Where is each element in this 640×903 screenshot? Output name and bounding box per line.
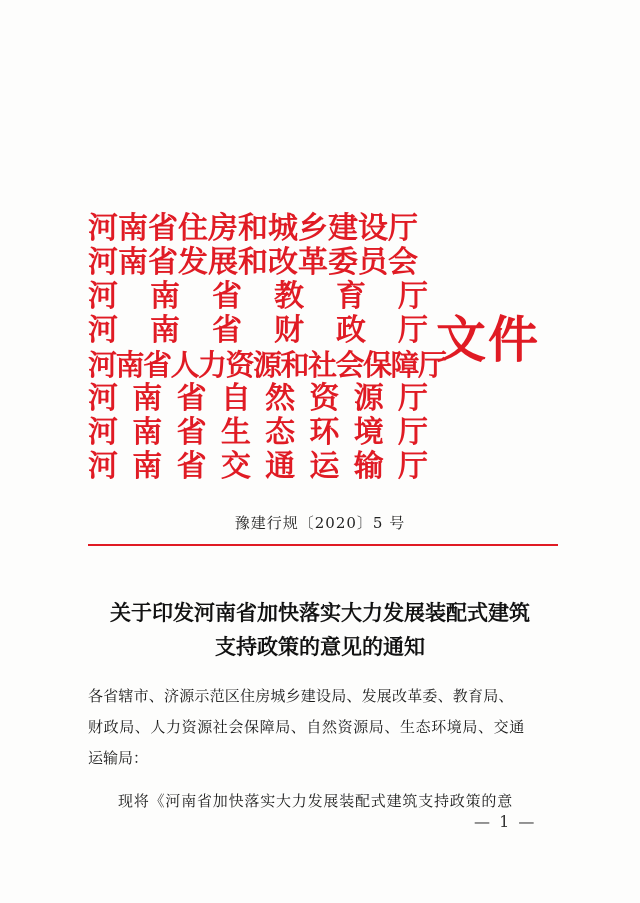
body-paragraph: 现将《河南省加快落实大力发展装配式建筑支持政策的意 [118, 792, 514, 810]
red-separator-line [88, 544, 558, 546]
addressees-line-2: 财政局、人力资源社会保障局、自然资源局、生态环境局、交通 [88, 718, 525, 736]
document-title [0, 596, 640, 664]
issuer-ecology-environment-department: 河 南 省 生 态 环 境 厅 [88, 415, 428, 450]
issuer-development-reform-commission: 河南省发展和改革委员会 [88, 245, 418, 280]
issuer-transportation-department: 河 南 省 交 通 运 输 厅 [88, 449, 428, 484]
issuer-natural-resources-department: 河 南 省 自 然 资 源 厅 [88, 381, 428, 416]
title-line-1: 关于印发河南省加快落实大力发展装配式建筑 [110, 601, 530, 625]
issuing-authorities [88, 211, 446, 484]
document-number: 豫建行规〔2020〕5 号 [234, 514, 406, 532]
document-header-suffix: 文件 [436, 311, 540, 369]
issuer-human-resources-department: 河南省人力资源和社会保障厅 [88, 348, 446, 382]
issuer-finance-department: 河 南 省 财 政 厅 [88, 313, 428, 348]
page-number: — 1 — [474, 812, 537, 831]
issuer-education-department: 河 南 省 教 育 厅 [88, 279, 428, 314]
title-line-2: 支持政策的意见的通知 [215, 635, 425, 659]
addressees-line-3: 运输局： [88, 749, 149, 767]
addressees-line-1: 各省辖市、济源示范区住房城乡建设局、发展改革委、教育局、 [88, 687, 514, 705]
issuer-housing-department: 河南省住房和城乡建设厅 [88, 211, 418, 246]
